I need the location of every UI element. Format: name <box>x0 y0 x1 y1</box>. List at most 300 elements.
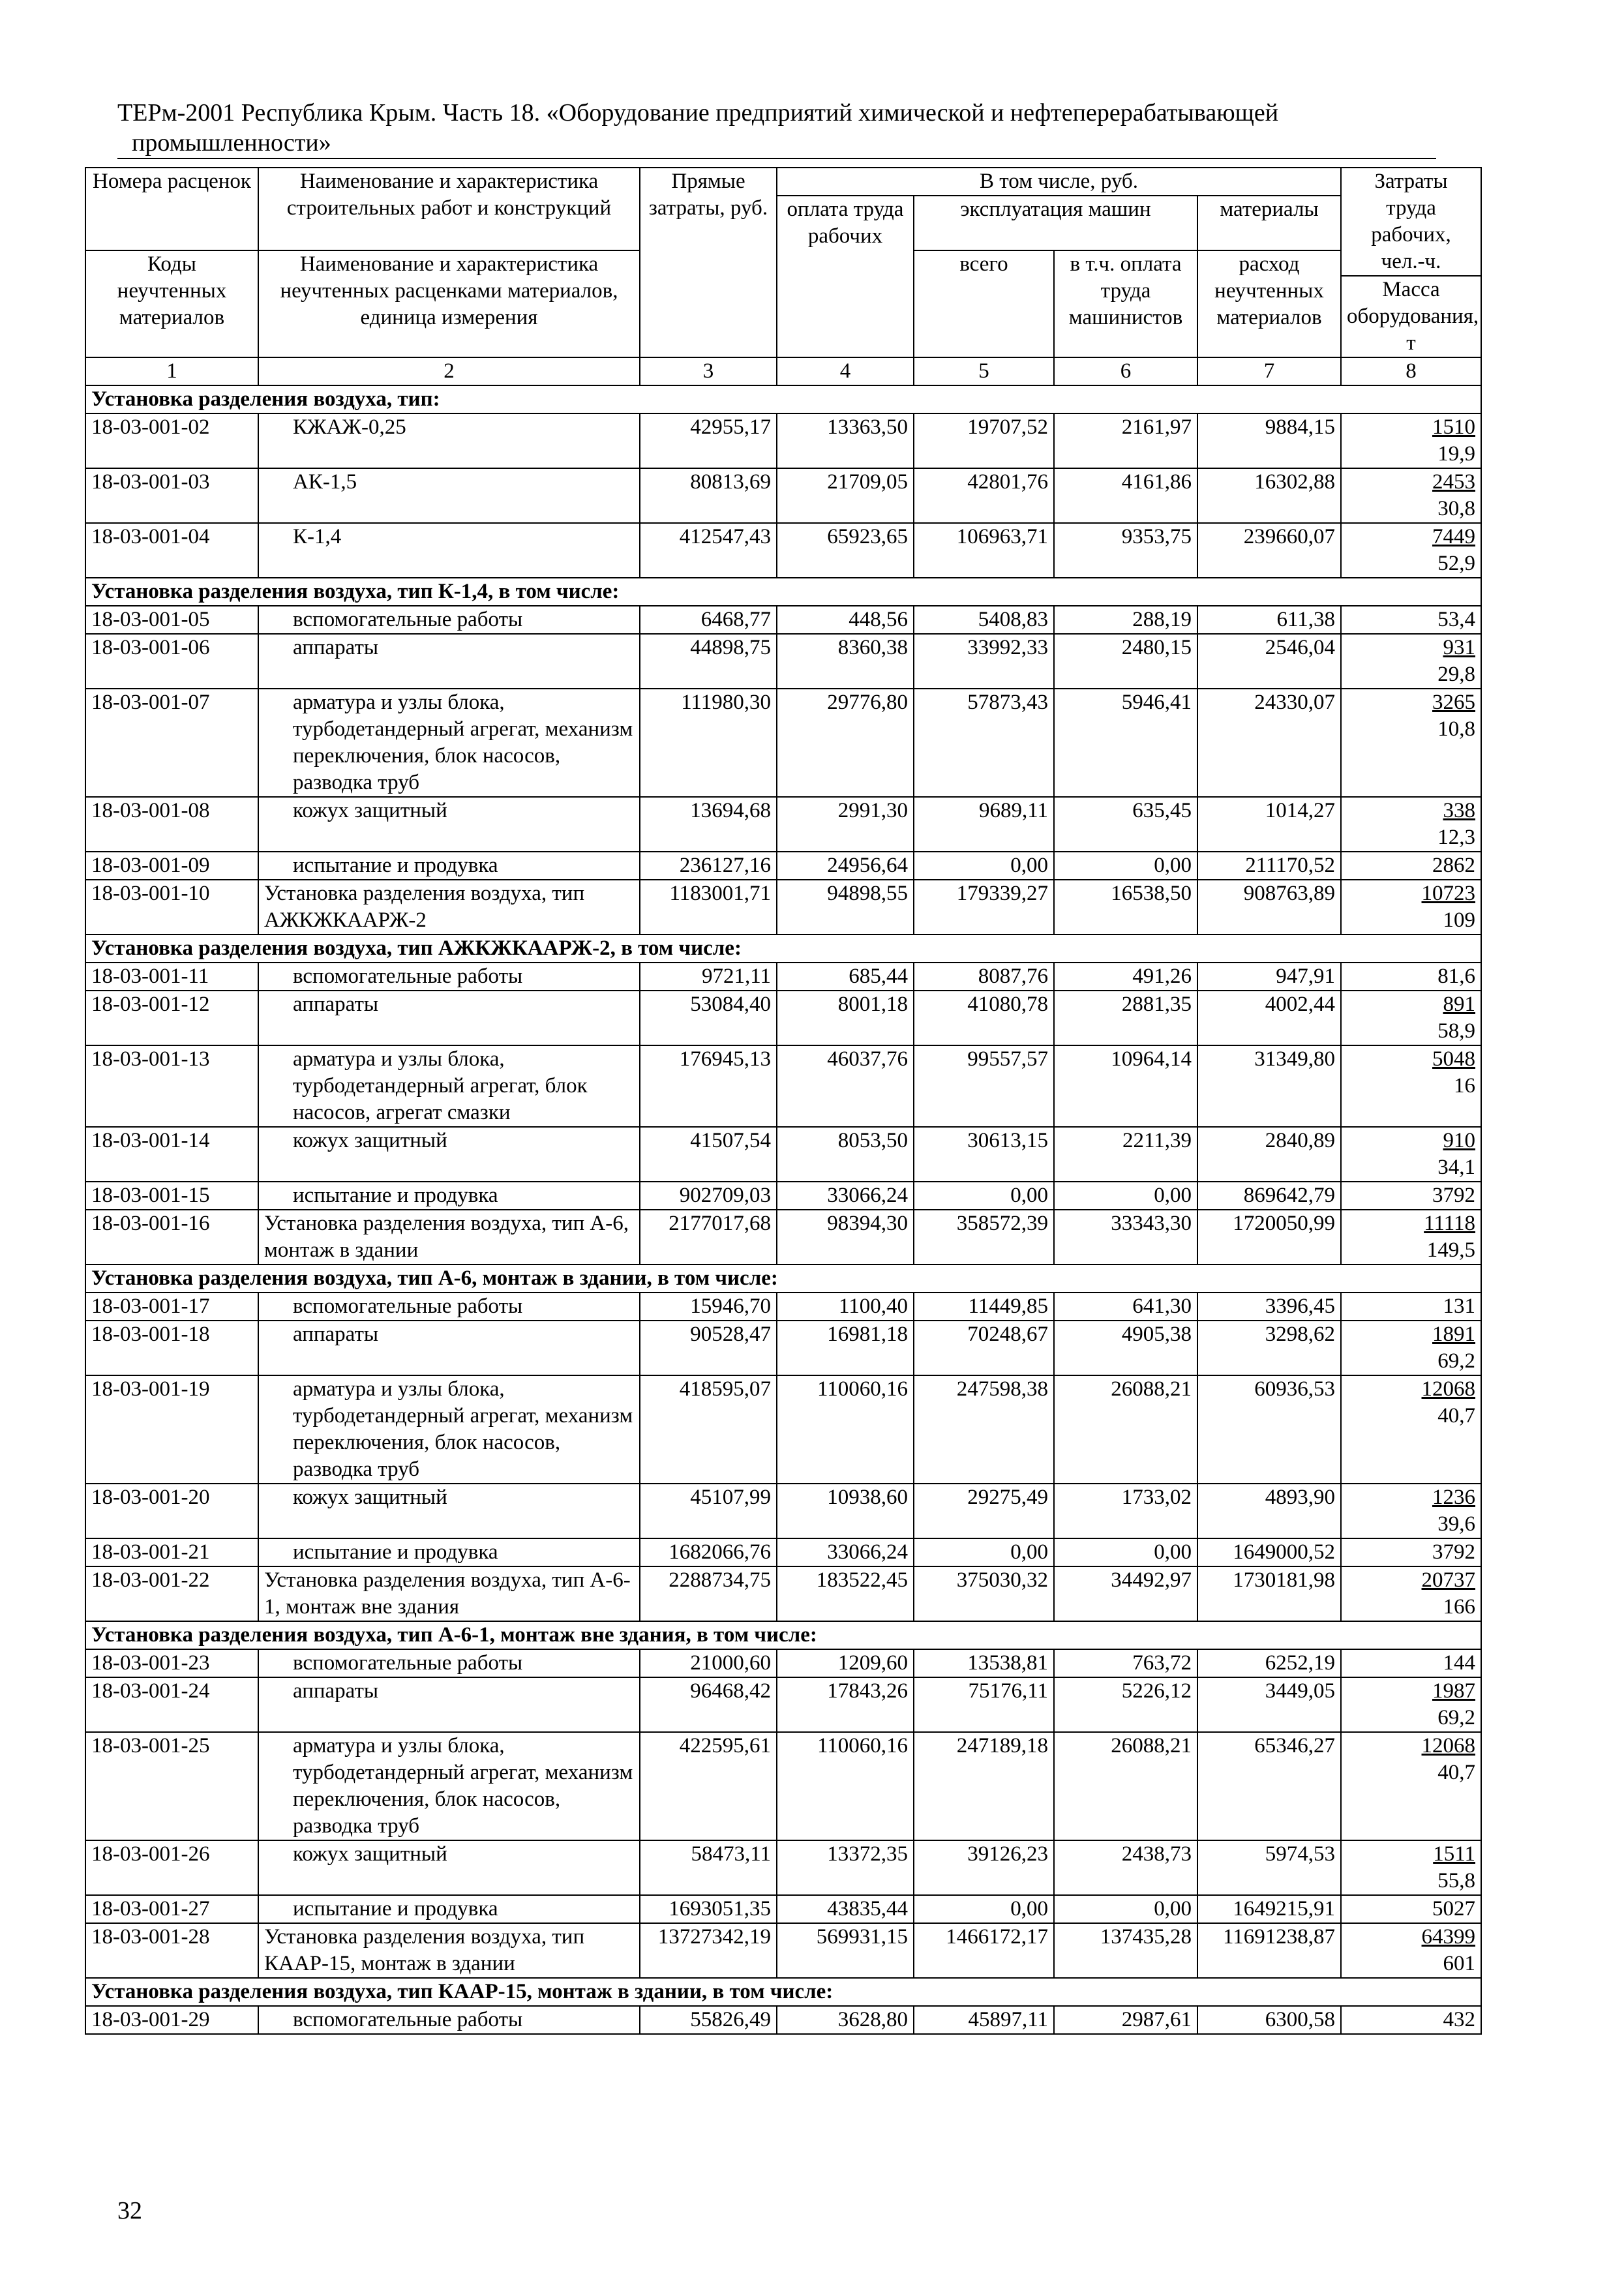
machinists-labor-pay: 2211,39 <box>1054 1127 1197 1182</box>
machinists-labor-pay: 16538,50 <box>1054 880 1197 935</box>
section-heading-row <box>85 1264 1481 1293</box>
workers-labor-pay: 110060,16 <box>777 1732 914 1840</box>
col1-header-bottom: Коды неучтенных материалов <box>85 250 258 357</box>
labor-hours-and-mass <box>1341 689 1481 797</box>
equipment-mass: 55,8 <box>1437 1869 1476 1893</box>
labor-hours: 10723 <box>1421 882 1476 905</box>
machinists-labor-pay: 0,00 <box>1054 852 1197 880</box>
section-heading-row <box>85 1621 1481 1649</box>
rate-code: 18-03-001-13 <box>85 1045 258 1127</box>
materials: 60936,53 <box>1197 1375 1341 1484</box>
header-row-1 <box>85 168 1481 196</box>
table-row <box>85 1045 1481 1127</box>
rate-code: 18-03-001-29 <box>85 2006 258 2034</box>
labor-hours-and-mass <box>1341 1045 1481 1127</box>
machinists-labor-pay: 2987,61 <box>1054 2006 1197 2034</box>
equipment-mass: 19,9 <box>1437 442 1476 466</box>
labor-hours-and-mass <box>1341 1375 1481 1484</box>
machines-total: 39126,23 <box>914 1840 1054 1895</box>
direct-costs: 90528,47 <box>640 1321 777 1375</box>
labor-hours-and-mass <box>1341 1895 1481 1923</box>
workers-labor-pay: 43835,44 <box>777 1895 914 1923</box>
work-name: испытание и продувка <box>258 852 640 880</box>
work-name: арматура и узлы блока, турбодетандерный агрегат, механизм переключения, блок насосов, разводка труб <box>258 1732 640 1840</box>
equipment-mass: 58,9 <box>1437 1019 1476 1043</box>
machines-header: эксплуатация машин <box>914 196 1197 250</box>
labor-hours-and-mass <box>1341 1127 1481 1182</box>
rate-code: 18-03-001-25 <box>85 1732 258 1840</box>
machines-total: 247598,38 <box>914 1375 1054 1484</box>
col8-header-top: Затраты труда рабочих, чел.-ч. <box>1341 168 1481 276</box>
materials: 11691238,87 <box>1197 1923 1341 1978</box>
work-name: испытание и продувка <box>258 1538 640 1566</box>
rate-code: 18-03-001-04 <box>85 523 258 578</box>
col1-header-top: Номера расценок <box>85 168 258 250</box>
materials: 3449,05 <box>1197 1677 1341 1732</box>
workers-labor-pay: 33066,24 <box>777 1182 914 1210</box>
col7-header: расход неучтенных материалов <box>1197 250 1341 357</box>
machines-total: 19707,52 <box>914 413 1054 468</box>
equipment-mass: 69,2 <box>1437 1706 1476 1729</box>
equipment-mass: 52,9 <box>1437 552 1476 575</box>
workers-labor-pay: 29776,80 <box>777 689 914 797</box>
direct-costs: 111980,30 <box>640 689 777 797</box>
rate-code: 18-03-001-18 <box>85 1321 258 1375</box>
equipment-mass: 601 <box>1443 1952 1476 1975</box>
labor-hours: 910 <box>1443 1129 1476 1152</box>
work-name: кожух защитный <box>258 1484 640 1538</box>
rate-code: 18-03-001-11 <box>85 963 258 991</box>
workers-labor-pay: 3628,80 <box>777 2006 914 2034</box>
section-heading: Установка разделения воздуха, тип А-6, монтаж в здании, в том числе: <box>85 1264 1481 1293</box>
column-number: 6 <box>1054 357 1197 385</box>
workers-labor-pay: 13363,50 <box>777 413 914 468</box>
labor-hours: 2862 <box>1432 854 1476 877</box>
direct-costs: 2288734,75 <box>640 1566 777 1621</box>
work-name: аппараты <box>258 991 640 1045</box>
materials: 1720050,99 <box>1197 1210 1341 1264</box>
column-number: 3 <box>640 357 777 385</box>
direct-costs: 412547,43 <box>640 523 777 578</box>
labor-hours-and-mass <box>1341 1732 1481 1840</box>
equipment-mass: 69,2 <box>1437 1349 1476 1373</box>
labor-hours-and-mass <box>1341 852 1481 880</box>
machinists-labor-pay: 4161,86 <box>1054 468 1197 523</box>
direct-costs: 1183001,71 <box>640 880 777 935</box>
machines-total: 247189,18 <box>914 1732 1054 1840</box>
machinists-labor-pay: 9353,75 <box>1054 523 1197 578</box>
machines-total: 41080,78 <box>914 991 1054 1045</box>
rate-code: 18-03-001-26 <box>85 1840 258 1895</box>
work-name: кожух защитный <box>258 797 640 852</box>
equipment-mass: 39,6 <box>1437 1512 1476 1536</box>
direct-costs: 21000,60 <box>640 1649 777 1677</box>
table-row <box>85 1182 1481 1210</box>
labor-hours-and-mass <box>1341 1677 1481 1732</box>
materials: 869642,79 <box>1197 1182 1341 1210</box>
rate-code: 18-03-001-03 <box>85 468 258 523</box>
work-name: вспомогательные работы <box>258 2006 640 2034</box>
labor-hours: 5027 <box>1432 1897 1476 1921</box>
labor-hours: 432 <box>1443 2008 1476 2031</box>
labor-hours: 3792 <box>1432 1540 1476 1564</box>
materials: 2546,04 <box>1197 634 1341 689</box>
machines-total: 0,00 <box>914 1182 1054 1210</box>
labor-hours-and-mass <box>1341 606 1481 634</box>
machines-total: 99557,57 <box>914 1045 1054 1127</box>
materials: 2840,89 <box>1197 1127 1341 1182</box>
machines-total: 30613,15 <box>914 1127 1054 1182</box>
machinists-labor-pay: 137435,28 <box>1054 1923 1197 1978</box>
equipment-mass: 40,7 <box>1437 1761 1476 1784</box>
section-heading: Установка разделения воздуха, тип КААР-15, монтаж в здании, в том числе: <box>85 1978 1481 2006</box>
direct-costs: 2177017,68 <box>640 1210 777 1264</box>
labor-hours: 5048 <box>1432 1047 1476 1071</box>
materials: 239660,07 <box>1197 523 1341 578</box>
table-row <box>85 523 1481 578</box>
machinists-labor-pay: 491,26 <box>1054 963 1197 991</box>
column-number: 5 <box>914 357 1054 385</box>
direct-costs: 58473,11 <box>640 1840 777 1895</box>
workers-labor-pay: 448,56 <box>777 606 914 634</box>
machines-total: 57873,43 <box>914 689 1054 797</box>
labor-hours: 7449 <box>1432 525 1476 548</box>
col2-header-bottom: Наименование и характеристика неучтенных расценками материалов, единица измерения <box>258 250 640 357</box>
equipment-mass: 30,8 <box>1437 497 1476 520</box>
table-body <box>85 168 1481 2034</box>
table-row <box>85 880 1481 935</box>
machinists-labor-pay: 641,30 <box>1054 1293 1197 1321</box>
labor-hours-and-mass <box>1341 1840 1481 1895</box>
materials: 65346,27 <box>1197 1732 1341 1840</box>
work-name: арматура и узлы блока, турбодетандерный агрегат, блок насосов, агрегат смазки <box>258 1045 640 1127</box>
table-row <box>85 2006 1481 2034</box>
machinists-labor-pay: 4905,38 <box>1054 1321 1197 1375</box>
column-number: 4 <box>777 357 914 385</box>
table-row <box>85 634 1481 689</box>
workers-labor-pay: 98394,30 <box>777 1210 914 1264</box>
machines-total: 11449,85 <box>914 1293 1054 1321</box>
table-row <box>85 1840 1481 1895</box>
direct-costs: 9721,11 <box>640 963 777 991</box>
labor-hours: 1236 <box>1432 1486 1476 1509</box>
table-row <box>85 413 1481 468</box>
labor-hours-and-mass <box>1341 1649 1481 1677</box>
materials: 611,38 <box>1197 606 1341 634</box>
work-name: аппараты <box>258 1677 640 1732</box>
machines-total: 0,00 <box>914 1895 1054 1923</box>
machines-total: 42801,76 <box>914 468 1054 523</box>
rate-code: 18-03-001-27 <box>85 1895 258 1923</box>
materials: 5974,53 <box>1197 1840 1341 1895</box>
labor-hours: 12068 <box>1421 1734 1476 1758</box>
materials: 6300,58 <box>1197 2006 1341 2034</box>
materials: 4002,44 <box>1197 991 1341 1045</box>
work-name: испытание и продувка <box>258 1895 640 1923</box>
workers-labor-pay: 16981,18 <box>777 1321 914 1375</box>
work-name: кожух защитный <box>258 1127 640 1182</box>
table-row <box>85 1538 1481 1566</box>
rate-code: 18-03-001-15 <box>85 1182 258 1210</box>
rate-code: 18-03-001-12 <box>85 991 258 1045</box>
materials: 211170,52 <box>1197 852 1341 880</box>
col4-header: оплата труда рабочих <box>777 196 914 357</box>
direct-costs: 1693051,35 <box>640 1895 777 1923</box>
work-name: кожух защитный <box>258 1840 640 1895</box>
labor-hours: 931 <box>1443 636 1476 659</box>
machinists-labor-pay: 2480,15 <box>1054 634 1197 689</box>
materials: 31349,80 <box>1197 1045 1341 1127</box>
equipment-mass: 40,7 <box>1437 1404 1476 1428</box>
direct-costs: 96468,42 <box>640 1677 777 1732</box>
materials: 16302,88 <box>1197 468 1341 523</box>
work-name: аппараты <box>258 1321 640 1375</box>
labor-hours: 53,4 <box>1437 608 1476 631</box>
workers-labor-pay: 24956,64 <box>777 852 914 880</box>
materials: 6252,19 <box>1197 1649 1341 1677</box>
labor-hours: 64399 <box>1421 1925 1476 1949</box>
work-name: испытание и продувка <box>258 1182 640 1210</box>
direct-costs: 418595,07 <box>640 1375 777 1484</box>
workers-labor-pay: 8360,38 <box>777 634 914 689</box>
rates-table <box>85 167 1482 2035</box>
table-row <box>85 1895 1481 1923</box>
labor-hours: 1510 <box>1432 415 1476 439</box>
table-row <box>85 606 1481 634</box>
materials: 1649215,91 <box>1197 1895 1341 1923</box>
work-name: К-1,4 <box>258 523 640 578</box>
direct-costs: 15946,70 <box>640 1293 777 1321</box>
machines-total: 13538,81 <box>914 1649 1054 1677</box>
rate-code: 18-03-001-14 <box>85 1127 258 1182</box>
equipment-mass: 12,3 <box>1437 826 1476 849</box>
workers-labor-pay: 1100,40 <box>777 1293 914 1321</box>
direct-costs: 236127,16 <box>640 852 777 880</box>
column-numbers-row <box>85 357 1481 385</box>
workers-labor-pay: 21709,05 <box>777 468 914 523</box>
machinists-labor-pay: 26088,21 <box>1054 1732 1197 1840</box>
table-row <box>85 1732 1481 1840</box>
materials-header: материалы <box>1197 196 1341 250</box>
labor-hours: 12068 <box>1421 1377 1476 1401</box>
work-name: вспомогательные работы <box>258 1649 640 1677</box>
labor-hours: 20737 <box>1421 1568 1476 1592</box>
work-name: КЖАЖ-0,25 <box>258 413 640 468</box>
materials: 3396,45 <box>1197 1293 1341 1321</box>
rate-code: 18-03-001-06 <box>85 634 258 689</box>
section-heading-row <box>85 935 1481 963</box>
rate-code: 18-03-001-21 <box>85 1538 258 1566</box>
workers-labor-pay: 8053,50 <box>777 1127 914 1182</box>
rate-code: 18-03-001-28 <box>85 1923 258 1978</box>
rate-code: 18-03-001-17 <box>85 1293 258 1321</box>
column-number: 2 <box>258 357 640 385</box>
table-row <box>85 1923 1481 1978</box>
workers-labor-pay: 1209,60 <box>777 1649 914 1677</box>
machinists-labor-pay: 26088,21 <box>1054 1375 1197 1484</box>
machines-total: 375030,32 <box>914 1566 1054 1621</box>
machines-total: 5408,83 <box>914 606 1054 634</box>
table-row <box>85 1677 1481 1732</box>
workers-labor-pay: 8001,18 <box>777 991 914 1045</box>
machinists-labor-pay: 0,00 <box>1054 1895 1197 1923</box>
machinists-labor-pay: 288,19 <box>1054 606 1197 634</box>
col3-header: Прямые затраты, руб. <box>640 168 777 357</box>
labor-hours: 1511 <box>1433 1842 1476 1866</box>
labor-hours-and-mass <box>1341 991 1481 1045</box>
labor-hours-and-mass <box>1341 1321 1481 1375</box>
section-heading: Установка разделения воздуха, тип: <box>85 385 1481 413</box>
labor-hours-and-mass <box>1341 963 1481 991</box>
rate-code: 18-03-001-23 <box>85 1649 258 1677</box>
labor-hours: 3792 <box>1432 1184 1476 1207</box>
labor-hours: 3265 <box>1432 691 1476 714</box>
workers-labor-pay: 2991,30 <box>777 797 914 852</box>
labor-hours: 131 <box>1443 1294 1476 1318</box>
workers-labor-pay: 569931,15 <box>777 1923 914 1978</box>
labor-hours-and-mass <box>1341 1923 1481 1978</box>
table-row <box>85 1127 1481 1182</box>
col6-header: в т.ч. оплата труда машинистов <box>1054 250 1197 357</box>
machines-total: 33992,33 <box>914 634 1054 689</box>
rate-code: 18-03-001-10 <box>85 880 258 935</box>
rate-code: 18-03-001-02 <box>85 413 258 468</box>
materials: 1014,27 <box>1197 797 1341 852</box>
machinists-labor-pay: 33343,30 <box>1054 1210 1197 1264</box>
table-row <box>85 797 1481 852</box>
workers-labor-pay: 10938,60 <box>777 1484 914 1538</box>
table-row <box>85 1375 1481 1484</box>
work-name: Установка разделения воздуха, тип КААР-15, монтаж в здании <box>258 1923 640 1978</box>
machines-total: 358572,39 <box>914 1210 1054 1264</box>
rate-code: 18-03-001-05 <box>85 606 258 634</box>
workers-labor-pay: 46037,76 <box>777 1045 914 1127</box>
rate-code: 18-03-001-08 <box>85 797 258 852</box>
table-row <box>85 1293 1481 1321</box>
direct-costs: 6468,77 <box>640 606 777 634</box>
section-heading: Установка разделения воздуха, тип АЖКЖКААРЖ-2, в том числе: <box>85 935 1481 963</box>
machinists-labor-pay: 2161,97 <box>1054 413 1197 468</box>
document-header <box>117 98 1448 159</box>
direct-costs: 53084,40 <box>640 991 777 1045</box>
materials: 1730181,98 <box>1197 1566 1341 1621</box>
materials: 9884,15 <box>1197 413 1341 468</box>
rate-code: 18-03-001-19 <box>85 1375 258 1484</box>
work-name: арматура и узлы блока, турбодетандерный агрегат, механизм переключения, блок насосов, разводка труб <box>258 689 640 797</box>
work-name: арматура и узлы блока, турбодетандерный агрегат, механизм переключения, блок насосов, разводка труб <box>258 1375 640 1484</box>
machinists-labor-pay: 0,00 <box>1054 1182 1197 1210</box>
table-row <box>85 1484 1481 1538</box>
section-heading-row <box>85 1978 1481 2006</box>
machinists-labor-pay: 2438,73 <box>1054 1840 1197 1895</box>
equipment-mass: 109 <box>1443 908 1476 932</box>
direct-costs: 13727342,19 <box>640 1923 777 1978</box>
table-row <box>85 852 1481 880</box>
machines-total: 1466172,17 <box>914 1923 1054 1978</box>
workers-labor-pay: 33066,24 <box>777 1538 914 1566</box>
labor-hours-and-mass <box>1341 634 1481 689</box>
labor-hours-and-mass <box>1341 1538 1481 1566</box>
machinists-labor-pay: 5946,41 <box>1054 689 1197 797</box>
labor-hours-and-mass <box>1341 1566 1481 1621</box>
equipment-mass: 34,1 <box>1437 1156 1476 1179</box>
rate-code: 18-03-001-07 <box>85 689 258 797</box>
workers-labor-pay: 13372,35 <box>777 1840 914 1895</box>
machinists-labor-pay: 5226,12 <box>1054 1677 1197 1732</box>
workers-labor-pay: 94898,55 <box>777 880 914 935</box>
equipment-mass: 149,5 <box>1426 1238 1476 1262</box>
materials: 908763,89 <box>1197 880 1341 935</box>
direct-costs: 45107,99 <box>640 1484 777 1538</box>
machines-total: 9689,11 <box>914 797 1054 852</box>
direct-costs: 80813,69 <box>640 468 777 523</box>
machines-total: 45897,11 <box>914 2006 1054 2034</box>
labor-hours: 144 <box>1443 1651 1476 1675</box>
machines-total: 75176,11 <box>914 1677 1054 1732</box>
work-name: вспомогательные работы <box>258 963 640 991</box>
rate-code: 18-03-001-20 <box>85 1484 258 1538</box>
work-name: аппараты <box>258 634 640 689</box>
direct-costs: 42955,17 <box>640 413 777 468</box>
section-heading: Установка разделения воздуха, тип К-1,4, в том числе: <box>85 578 1481 606</box>
machinists-labor-pay: 10964,14 <box>1054 1045 1197 1127</box>
machinists-labor-pay: 763,72 <box>1054 1649 1197 1677</box>
machines-total: 0,00 <box>914 852 1054 880</box>
work-name: Установка разделения воздуха, тип А-6-1, монтаж вне здания <box>258 1566 640 1621</box>
labor-hours-and-mass <box>1341 468 1481 523</box>
workers-labor-pay: 17843,26 <box>777 1677 914 1732</box>
work-name: вспомогательные работы <box>258 1293 640 1321</box>
labor-hours-and-mass <box>1341 1182 1481 1210</box>
machines-total: 106963,71 <box>914 523 1054 578</box>
rate-code: 18-03-001-09 <box>85 852 258 880</box>
direct-costs: 44898,75 <box>640 634 777 689</box>
materials: 24330,07 <box>1197 689 1341 797</box>
col2-header-top: Наименование и характеристика строительных работ и конструкций <box>258 168 640 250</box>
labor-hours-and-mass <box>1341 1293 1481 1321</box>
labor-hours: 1891 <box>1432 1323 1476 1346</box>
table-row <box>85 1210 1481 1264</box>
table-row <box>85 1649 1481 1677</box>
section-heading-row <box>85 578 1481 606</box>
machines-total: 0,00 <box>914 1538 1054 1566</box>
materials: 947,91 <box>1197 963 1341 991</box>
section-heading: Установка разделения воздуха, тип А-6-1, монтаж вне здания, в том числе: <box>85 1621 1481 1649</box>
machines-total: 179339,27 <box>914 880 1054 935</box>
workers-labor-pay: 65923,65 <box>777 523 914 578</box>
table-row <box>85 1321 1481 1375</box>
labor-hours: 11118 <box>1424 1212 1476 1235</box>
direct-costs: 422595,61 <box>640 1732 777 1840</box>
direct-costs: 55826,49 <box>640 2006 777 2034</box>
machines-total: 8087,76 <box>914 963 1054 991</box>
direct-costs: 1682066,76 <box>640 1538 777 1566</box>
col8-header-bottom: Масса оборудования, т <box>1341 276 1481 357</box>
equipment-mass: 10,8 <box>1437 717 1476 741</box>
labor-hours-and-mass <box>1341 880 1481 935</box>
direct-costs: 176945,13 <box>640 1045 777 1127</box>
table-row <box>85 991 1481 1045</box>
table-row <box>85 468 1481 523</box>
direct-costs: 902709,03 <box>640 1182 777 1210</box>
workers-labor-pay: 110060,16 <box>777 1375 914 1484</box>
materials: 3298,62 <box>1197 1321 1341 1375</box>
machinists-labor-pay: 1733,02 <box>1054 1484 1197 1538</box>
labor-hours-and-mass <box>1341 1484 1481 1538</box>
section-heading-row <box>85 385 1481 413</box>
table-row <box>85 1566 1481 1621</box>
materials: 1649000,52 <box>1197 1538 1341 1566</box>
